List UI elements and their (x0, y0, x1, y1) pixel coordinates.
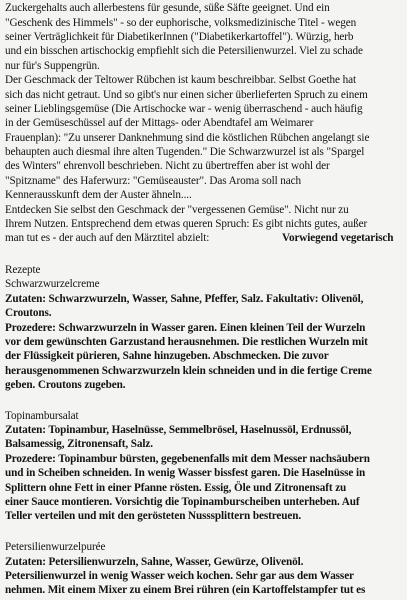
recipe-line: der Flüssigkeit pürieren, Sahne hinzugeben. Abschmecken. Die zuvor (5, 350, 329, 362)
recipe-line: Teller verteilen und mit den gerösteten Nusssplittern bestreuen. (5, 510, 302, 522)
intro-line: Entdecken Sie selbst den Geschmack der "vergessenen Gemüse". Nicht nur zu (5, 204, 349, 216)
recipe-line: einer Sauce montieren. Vorsichtig die Topinamburscheiben unterheben. Auf (5, 496, 360, 508)
intro-line: Kennerausskunft dem der Auster ähneln.... (5, 189, 192, 201)
recipe-line: Croutons. (5, 307, 52, 319)
tagline: Vorwiegend vegetarisch (282, 232, 394, 244)
recipe-title: Schwarzwurzelcreme (5, 278, 100, 290)
intro-line: man tut es - der auch auf den Märztitel abzielt: (5, 232, 210, 244)
recipe-line: und in Scheiben schneiden. In wenig Wasser bissfest garen. Die Haselnüsse in (5, 467, 366, 479)
intro-line: seiner Lieblingsgemüse (Die Artischocke war - wenig überraschend - auch häufig (5, 103, 363, 115)
recipes-heading: Rezepte (5, 264, 41, 276)
recipe-line: herausgenommenen Schwarzwurzeln klein schneiden und in die fertige Creme (5, 365, 372, 377)
recipe-line: nehmen. Mit einem Mixer zu einem Brei rühren (ein Kartoffelstampfer tut es (5, 584, 366, 596)
intro-line: und ein bisschen artischockig empfiehlt sich die Petersilienwurzel. Viel zu schade (5, 45, 363, 57)
recipe-line: Prozedere: Schwarzwurzeln in Wasser garen. Einen kleinen Teil der Wurzeln (5, 322, 366, 334)
recipe-line: Splittern ohne Fett in einer Pfanne rösten. Essig, Öle und Zitronensaft zu (5, 482, 347, 494)
recipe-line: Petersilienwurzel in wenig Wasser weich kochen. Sehr gar aus dem Wasser (5, 570, 354, 582)
recipe-line: Balsamessig, Zitronensaft, Salz. (5, 438, 153, 450)
recipe-line: geben. Croutons zugeben. (5, 379, 126, 391)
intro-line: des Winters" ehrenvoll beschrieben. Nicht zu übertreffen aber ist wohl der (5, 160, 330, 172)
intro-line: Der Geschmack der Teltower Rübchen ist kaum beschreibbar. Selbst Goethe hat (5, 74, 356, 86)
intro-line: seiner Verträglichkeit für DiabetikerInnen ("Diabetikerkartoffel"). Würzig, herb (5, 31, 354, 43)
intro-line: Ihrem Nutzen. Entsprechend dem etwas queren Spruch: Es gibt nichts gutes, außer (5, 218, 368, 230)
recipe-line: Prozedere: Topinambur bürsten, gegebenenfalls mit dem Messer nachsäubern (5, 453, 370, 465)
recipe-line: vor dem gewünschten Garzustand herausnehmen. Die restlichen Wurzeln mit (5, 336, 368, 348)
intro-line: Frauenplan): "Zu unserer Danknehmung sind die köstlichen Rübchen angelangt sie (5, 132, 370, 144)
intro-line: behaupten auch diesmal ihre alten Tugenden." Die Schwarzwurzel ist als "Spargel (5, 146, 365, 158)
recipe-title: Petersilienwurzelpurée (5, 541, 106, 553)
recipe-line: Zutaten: Schwarzwurzeln, Wasser, Sahne, Pfeffer, Salz. Fakultativ: Olivenöl, (5, 293, 364, 305)
recipe-title: Topinambursalat (5, 410, 79, 422)
intro-line: "Spitzname" des Haferwurz: "Gemüseauster". Das Aroma soll nach (5, 175, 302, 187)
recipe-line: Zutaten: Petersilienwurzeln, Sahne, Wasser, Gewürze, Olivenöl. (5, 556, 304, 568)
intro-line: in der Gemüseschüssel auf der Mittags- oder Abendtafel am Weimarer (5, 117, 314, 129)
intro-line: sich das nicht getraut. Und so gibt's nur einen sicher überlieferten Spruch zu einem (5, 89, 368, 101)
intro-line: nur für's Suppengrün. (5, 60, 100, 72)
intro-line: Zuckergehalts auch allerbestens für gesunde, süße Säfte geeignet. Und ein (5, 2, 330, 14)
recipe-line: Zutaten: Topinambur, Haselnüsse, Semmelbrösel, Haselnussöl, Erdnussöl, (5, 424, 352, 436)
intro-line: "Geschenk des Himmels" - so der euphorische, volksmedizinische Titel - wegen (5, 17, 357, 29)
